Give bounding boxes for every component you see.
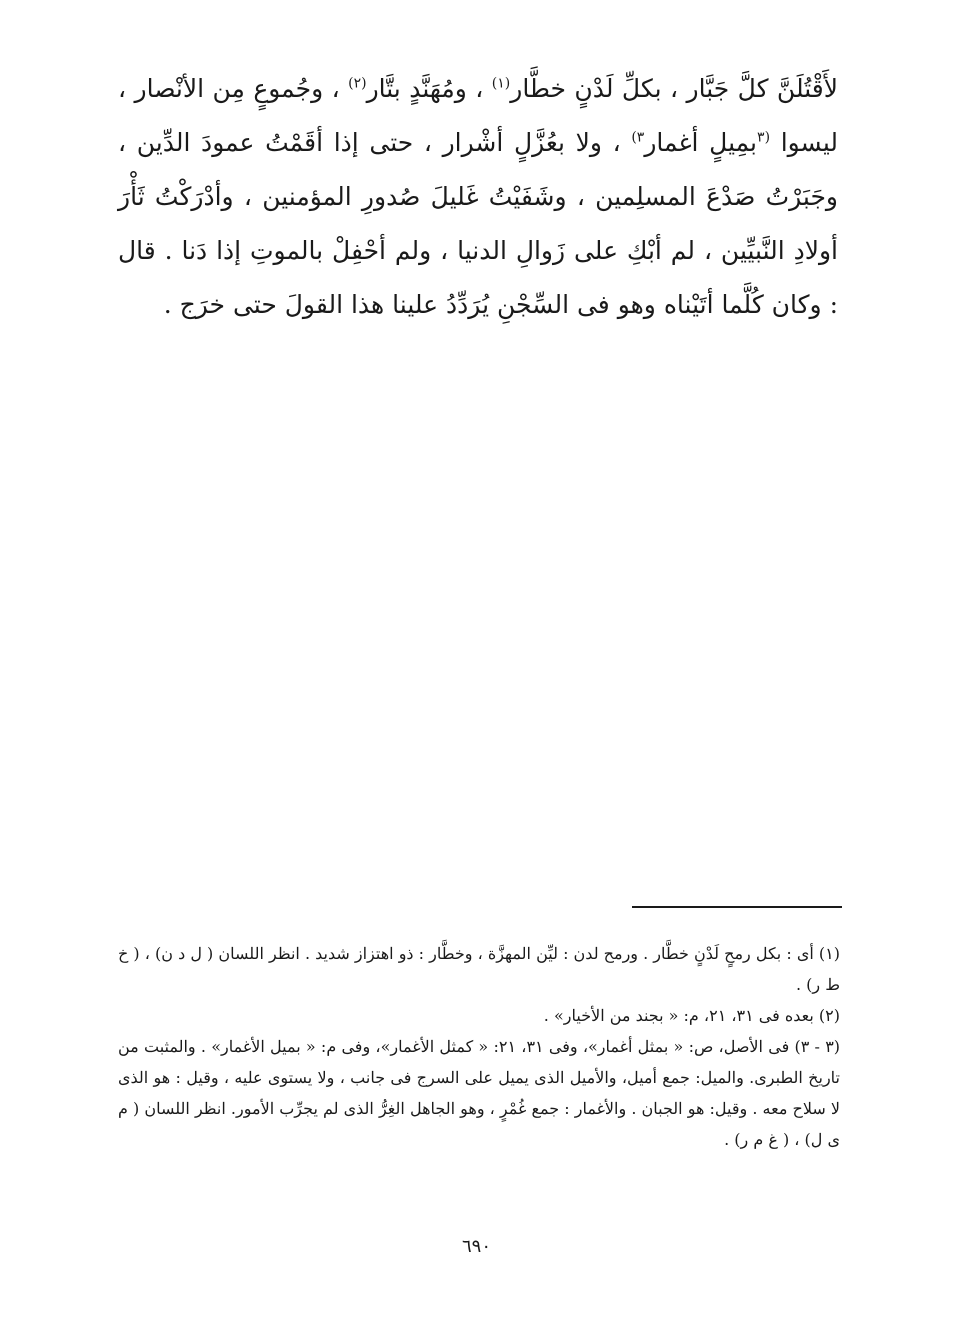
page-number: ٦٩٠ [461,1236,491,1257]
main-paragraph [118,62,838,332]
footnote-marker-3-open: (٣ [757,129,771,146]
text-segment: لأَقْتُلَنَّ كلَّ جَبَّار ، بكلِّ لَدْنٍ خطَّار [510,74,838,103]
text-segment: ، ولا بعُزَّلٍ أشْرار ، حتى إذا أقَمْتُ عمودَ الدِّين ، وجَبَرْتُ صَدْعَ المسلِمين ، وشَفَيْتُ غَليلَ صُدورِ المؤمنين ، وأدْرَكْتُ ثَأْرَ أولادِ النَّبيِّين ، لم أبْكِ على زَوالِ الدنيا ، ولم أحْفِلْ بالموتِ إذا دَنا . قال : وكان كُلَّما أتَيْناه وهو فى السِّجْنِ يُرَدِّدُ علينا هذا القولَ حتى خرَج . [118,128,838,319]
footnote-1: (١) أى : بكل رمحٍ لَدْنٍ خطَّار . ورمح لدن : ليِّن المهزَّة ، وخطَّار : ذو اهتزاز شديد . انظر اللسان ( ل د ن) ، ( خ ط ر) . [118,944,840,994]
text-segment: ، وجُموعٍ مِن الأنْصار ، ليسوا [118,74,839,157]
text-segment: بمِيلٍ أغمار [644,128,758,157]
footnote-marker-2: (٢) [348,75,367,92]
footnote-separator [632,906,842,908]
footnote-marker-3-close: ٣) [631,129,645,146]
main-text-block [118,62,838,332]
footnote-3: (٣ - ٣) فى الأصل، ص: « بمثل أغمار»، وفى ٣١، ٢١: « كمثل الأغمار»، وفى م: « بميل الأغمار» . والمثبت من تاريخ الطبرى. والميل: جمع أميل، والأميل الذى يميل على السرج فى جانب ، ولا يستوى عليه ، وقيل : هو الذى لا سلاح معه . وقيل: هو الجبان . والأغمار : جمع غُمْرٍ ، وهو الجاهل الغِرُّ الذى لم يجرِّب الأمور. انظر اللسان ( م ى ل) ، ( غ م ر) . [118,1037,841,1149]
footnote-marker-1: (١) [491,75,511,92]
text-segment: ، ومُهَنَّدٍ بتَّار [366,74,492,103]
footnote-2: (٢) بعده فى ٣١، ٢١، م: « بجند من الأخيار» . [543,1006,840,1025]
footnotes-block [118,938,840,1155]
